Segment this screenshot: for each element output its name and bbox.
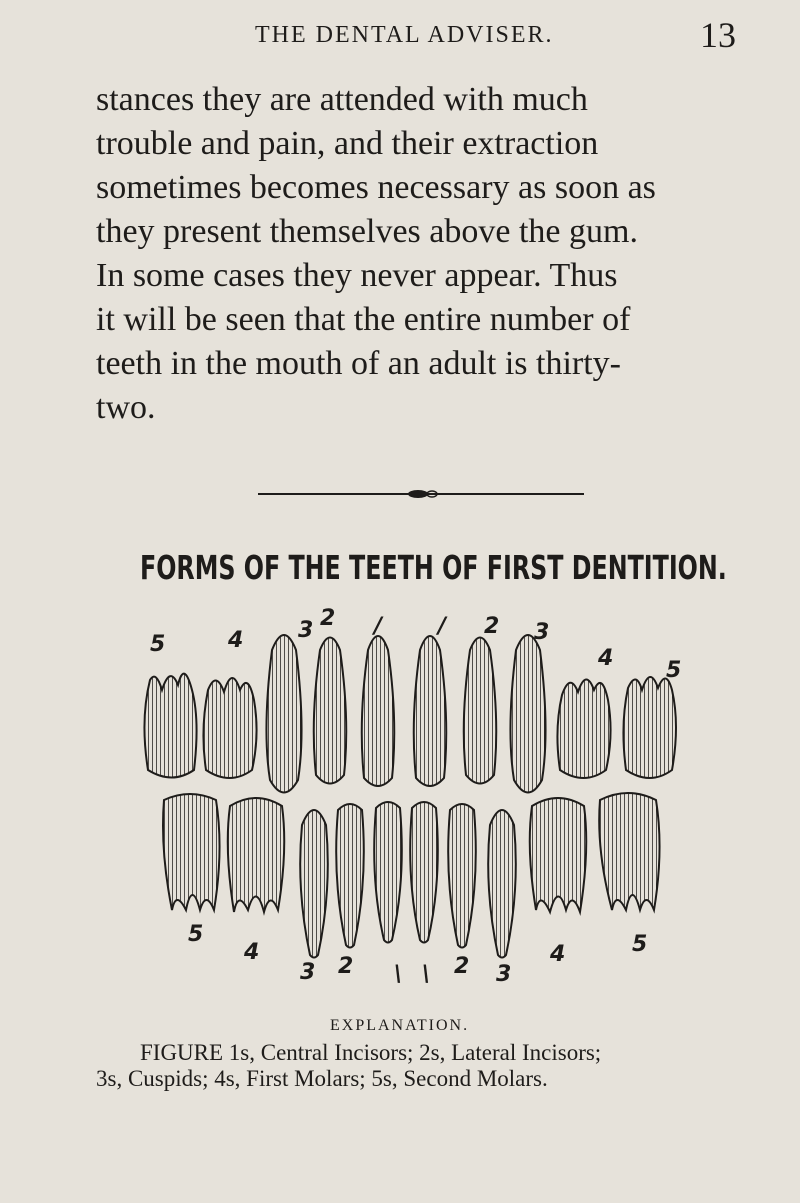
lower-label: 3 [300,960,316,985]
upper-molar-5 [144,674,196,778]
upper-label: 3 [298,618,314,643]
upper-label: 3 [534,620,550,645]
lower-central-1b [410,802,438,943]
lower-molar-5b [599,793,659,910]
explanation-caption [96,1040,796,1092]
lower-label: 5 [188,922,204,947]
upper-central-1a [362,636,395,786]
page-header [0,10,800,60]
upper-cuspid-3b [510,635,545,793]
body-line: they present themselves above the gum. [96,213,638,250]
lower-label: 5 [632,932,648,957]
lower-lateral-2 [336,804,364,948]
upper-central-1b [414,636,447,786]
body-line: stances they are attended with much [96,81,588,118]
lower-central-1a [374,802,402,943]
lower-molar-5 [163,794,220,910]
running-title: THE DENTAL ADVISER. [255,22,554,48]
upper-label: 4 [228,628,244,653]
body-line: trouble and pain, and their extraction [96,125,599,162]
explanation-heading: EXPLANATION. [330,1017,470,1034]
upper-label: 5 [666,658,682,683]
upper-molar-5b [623,677,676,778]
lower-label: 2 [338,954,354,979]
lower-label: 3 [496,962,512,987]
page-number: 13 [700,15,736,55]
lower-label: 4 [244,940,260,965]
lower-cuspid-3 [300,810,328,958]
upper-label: 4 [598,646,614,671]
upper-molar-4b [557,679,610,778]
body-line: two. [96,389,156,426]
lower-molar-4b [530,798,587,912]
lower-cuspid-3b [488,810,516,958]
body-line: sometimes becomes necessary as soon as [96,169,656,206]
caption-line: FIGURE 1s, Central Incisors; 2s, Lateral Incisors; [140,1040,602,1065]
lower-label: 2 [454,954,470,979]
body-line: In some cases they never appear. Thus [96,257,618,294]
upper-molar-4 [203,678,256,778]
upper-label: 5 [150,632,166,657]
upper-lateral-2b [464,638,497,784]
body-paragraph [96,78,746,430]
teeth-drawing [120,610,720,1010]
body-line: it will be seen that the entire number of [96,301,631,338]
upper-label: / [374,614,383,639]
upper-lateral-2 [314,638,347,784]
upper-label: / [438,614,447,639]
lower-lateral-2b [448,804,476,948]
section-divider-rule [258,487,584,501]
lower-label: \ [422,962,431,987]
lower-molar-4 [228,798,285,912]
upper-label: 2 [484,614,500,639]
section-title: FORMS OF THE TEETH OF FIRST DENTITION. [140,548,727,587]
lower-label: \ [394,962,403,987]
caption-line: 3s, Cuspids; 4s, First Molars; 5s, Second Molars. [96,1066,548,1091]
upper-label: 2 [320,606,336,631]
body-line: teeth in the mouth of an adult is thirty- [96,345,622,382]
upper-cuspid-3 [266,635,301,793]
teeth-illustration [120,606,720,1010]
lower-label: 4 [550,942,566,967]
